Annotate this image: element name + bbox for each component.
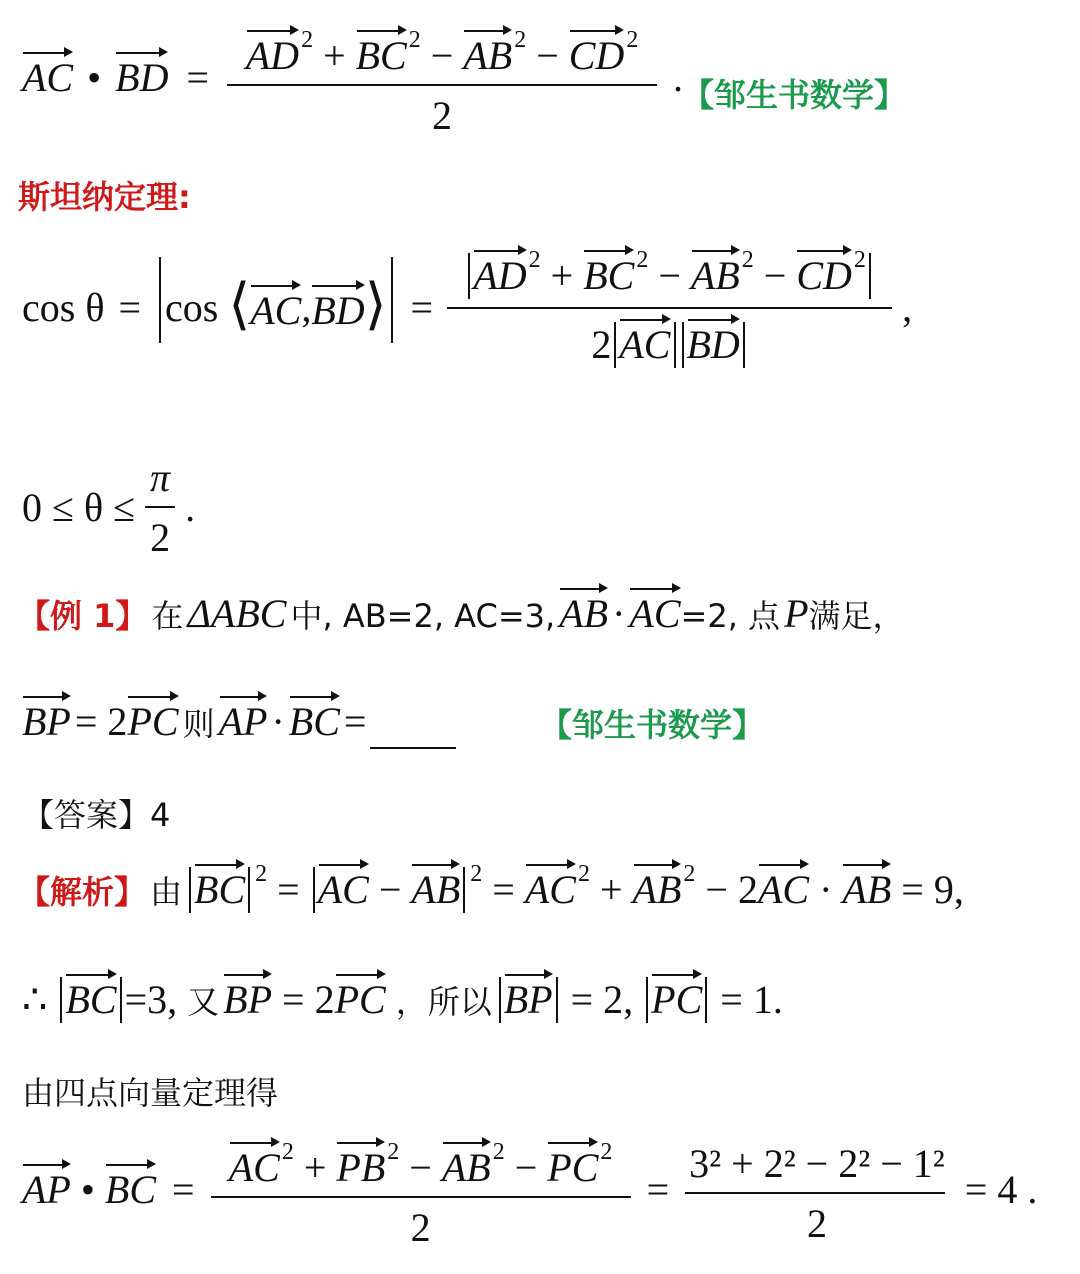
equals-sign: =	[492, 867, 515, 912]
abs-bar	[556, 977, 558, 1023]
vector-ab: AB	[463, 30, 512, 76]
exponent: 2	[281, 1139, 294, 1165]
exponent: 2	[600, 1139, 613, 1165]
numerator	[461, 248, 878, 307]
exponent: 2	[470, 861, 483, 887]
abs-bar	[189, 867, 191, 913]
numerator	[242, 28, 643, 84]
period: .	[673, 55, 684, 101]
op: −	[763, 253, 787, 298]
op: +	[323, 33, 346, 78]
vector-ab: AB	[411, 864, 460, 910]
vector-pc: PC	[547, 1142, 598, 1188]
exponent: 2	[514, 27, 527, 53]
equals-sign: =	[118, 285, 142, 330]
analysis-line-1	[18, 862, 964, 913]
theorem-title: 斯坦纳定理:	[18, 178, 191, 216]
right-angle-bracket: ⟩	[364, 274, 387, 337]
cos-theta: cos θ	[22, 285, 105, 330]
exponent: 2	[301, 27, 314, 53]
watermark: 【邹生书数学】	[682, 76, 907, 114]
abs-bar	[743, 322, 745, 368]
numerator: π	[150, 455, 171, 500]
final-formula	[22, 1140, 1037, 1248]
vector-bc: BC	[356, 30, 407, 76]
therefore-symbol: ∴	[22, 977, 48, 1022]
period: .	[185, 485, 196, 530]
text: =2, 点	[680, 597, 781, 635]
example-line-2	[22, 696, 456, 749]
vector-ad: AD	[246, 30, 299, 76]
text: = 2	[74, 699, 128, 744]
equals-sign: =	[186, 55, 210, 101]
vector-bp: BP	[223, 974, 272, 1020]
equals-sign: =	[277, 867, 300, 912]
dot: ·	[271, 699, 285, 744]
fraction	[211, 1140, 631, 1248]
denominator: 2	[432, 93, 453, 138]
abs-bar	[120, 977, 122, 1023]
value: = 1.	[720, 977, 783, 1022]
fraction	[227, 28, 657, 136]
answer-blank	[370, 707, 456, 749]
exponent: 2	[853, 247, 866, 273]
denominator	[591, 309, 747, 368]
triangle: ΔABC	[187, 591, 287, 636]
vector-ac: AC	[758, 864, 809, 910]
example-tag: 【例 1】	[18, 597, 148, 635]
bullet-operator: •	[80, 1167, 95, 1213]
op: +	[550, 253, 574, 298]
vector-ac: AC	[229, 1142, 280, 1188]
result: = 9,	[901, 867, 964, 912]
equals-sign: =	[410, 285, 434, 330]
text: 则	[182, 705, 215, 743]
cos-label: cos	[165, 285, 219, 330]
abs-bar	[248, 867, 250, 913]
vector-bp: BP	[504, 974, 553, 1020]
vector-bc: BC	[583, 250, 634, 296]
abs-bar	[646, 977, 648, 1023]
abs-bar	[705, 977, 707, 1023]
vector-ab: AB	[691, 250, 740, 296]
minus: −	[378, 867, 402, 912]
op: −	[430, 33, 454, 78]
dot: ·	[612, 591, 626, 636]
abs-bar	[60, 977, 62, 1023]
text: 中, AB=2, AC=3,	[290, 597, 556, 635]
vector-pc: PC	[651, 974, 702, 1020]
vector-bd: BD	[311, 285, 364, 331]
abs-bar	[499, 977, 501, 1023]
vector-ac: AC	[619, 319, 670, 365]
op: −	[658, 253, 681, 298]
text: ，所以	[395, 983, 492, 1021]
text: = 2	[282, 977, 335, 1022]
vector-ad: AD	[473, 250, 526, 296]
vector-ac: AC	[318, 864, 369, 910]
vector-bc: BC	[289, 696, 340, 742]
exponent: 2	[492, 1139, 505, 1165]
vector-ab: AB	[442, 1142, 491, 1188]
abs-bar-right	[391, 257, 393, 343]
value: = 2,	[570, 977, 634, 1022]
numerator: 3² + 2² − 2² − 1²	[689, 1141, 945, 1186]
abs-bar	[682, 322, 684, 368]
vector-ac: AC	[22, 52, 73, 98]
exponent: 2	[387, 1139, 400, 1165]
vector-pc: PC	[335, 974, 386, 1020]
vector-pb: PB	[336, 1142, 385, 1188]
answer-value: 4	[150, 796, 171, 834]
vector-bd: BD	[115, 52, 168, 98]
coefficient: 2	[591, 322, 612, 367]
vector-ab: AB	[633, 864, 682, 910]
analysis-line-3: 由四点向量定理得	[22, 1074, 279, 1112]
answer-label: 【答案】	[22, 796, 151, 834]
vector-ac: AC	[629, 588, 680, 634]
fraction	[145, 455, 175, 560]
analysis-tag: 【解析】	[18, 873, 147, 911]
abs-bar	[869, 253, 871, 299]
result: = 4 .	[964, 1167, 1038, 1213]
plus: +	[599, 867, 623, 912]
comma: ,	[902, 285, 913, 330]
vector-bc: BC	[65, 974, 116, 1020]
abs-bar	[463, 867, 465, 913]
example-line-1	[18, 588, 905, 637]
equals-sign: =	[343, 699, 367, 744]
fraction	[447, 248, 892, 368]
minus: − 2	[705, 867, 758, 912]
bullet-operator: •	[87, 55, 102, 101]
vector-bc: BC	[194, 864, 245, 910]
theta-range	[22, 455, 196, 560]
point-p: P	[784, 591, 809, 636]
text: 满足，	[808, 597, 905, 635]
op: +	[303, 1145, 327, 1190]
op: −	[514, 1145, 538, 1190]
dot: ·	[819, 867, 833, 912]
abs-bar	[614, 322, 616, 368]
exponent: 2	[626, 27, 639, 53]
equals-sign: =	[646, 1167, 670, 1213]
formula-steiner	[22, 248, 912, 368]
op: −	[409, 1145, 432, 1190]
denominator: 2	[150, 515, 171, 560]
text: 又	[187, 983, 220, 1021]
vector-ac: AC	[250, 285, 301, 331]
equals-sign: =	[172, 1167, 195, 1213]
vector-bp: BP	[22, 696, 71, 742]
abs-bar	[674, 322, 676, 368]
vector-cd: CD	[796, 250, 852, 296]
vector-ap: AP	[219, 696, 268, 742]
exponent: 2	[408, 27, 421, 53]
abs-bar	[468, 253, 470, 299]
watermark: 【邹生书数学】	[540, 706, 765, 744]
exponent: 2	[741, 247, 754, 273]
text: 由	[150, 873, 183, 911]
vector-bc: BC	[105, 1164, 156, 1210]
exponent: 2	[683, 861, 696, 887]
vector-ac: AC	[525, 864, 576, 910]
answer-line	[22, 790, 170, 836]
range-text: 0 ≤ θ ≤	[22, 485, 136, 530]
numerator	[225, 1140, 617, 1196]
vector-bd: BD	[687, 319, 740, 365]
vector-pc: PC	[127, 696, 178, 742]
abs-bar	[313, 867, 315, 913]
denominator: 2	[410, 1205, 431, 1250]
left-angle-bracket: ⟨	[228, 274, 251, 337]
value: =3,	[124, 977, 178, 1022]
formula-dot-product	[22, 28, 683, 136]
vector-ab: AB	[559, 588, 608, 634]
exponent: 2	[528, 247, 541, 273]
fraction	[685, 1141, 949, 1246]
analysis-line-2	[22, 974, 783, 1023]
comma: ,	[301, 285, 312, 330]
op: −	[536, 33, 559, 78]
exponent: 2	[577, 861, 590, 887]
vector-ab: AB	[842, 864, 891, 910]
vector-ap: AP	[22, 1164, 71, 1210]
vector-cd: CD	[569, 30, 625, 76]
denominator: 2	[806, 1201, 827, 1246]
exponent: 2	[255, 861, 268, 887]
abs-bar-left	[159, 257, 161, 343]
exponent: 2	[636, 247, 649, 273]
text: 在	[151, 597, 184, 635]
